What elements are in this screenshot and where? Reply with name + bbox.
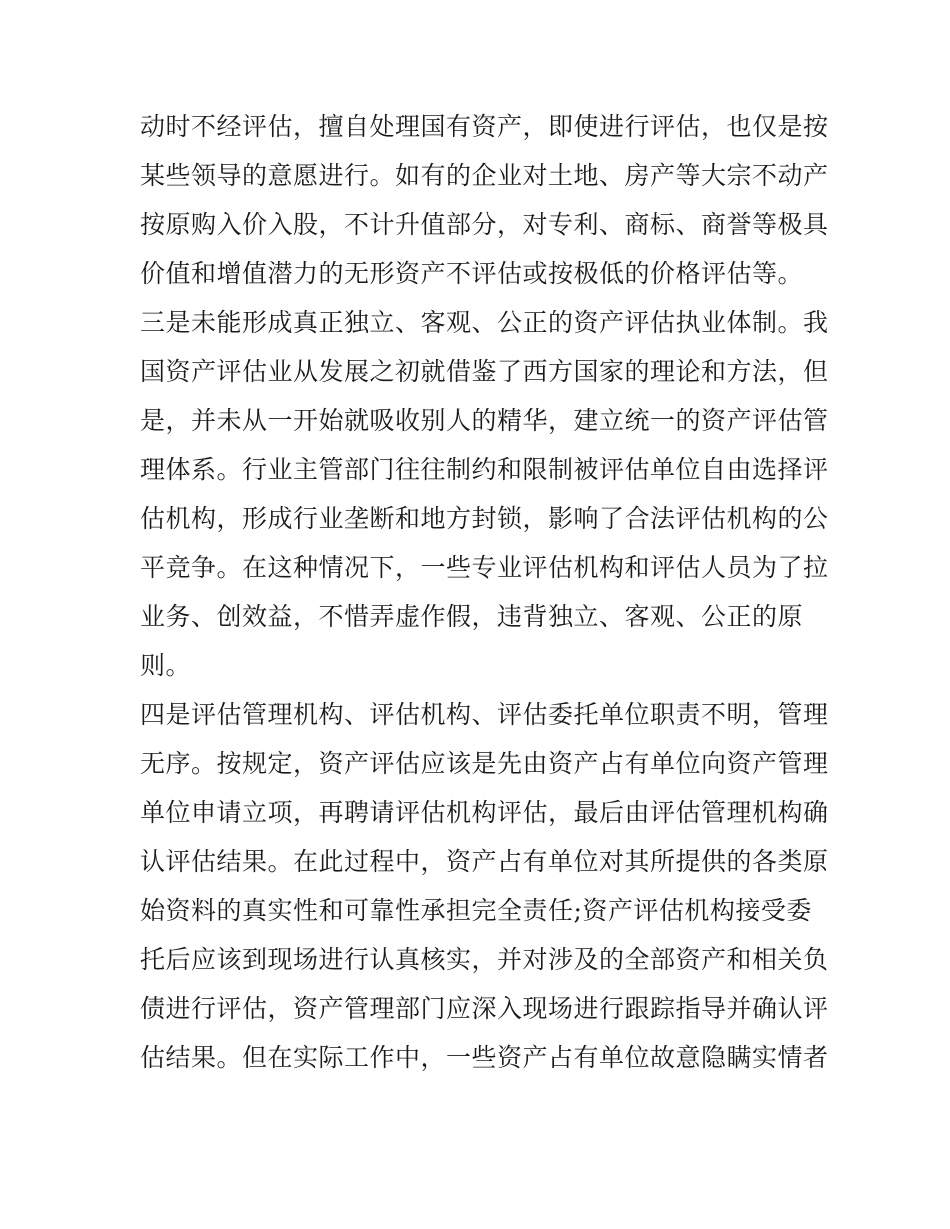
text-line: 托后应该到现场进行认真核实，并对涉及的全部资产和相关负 bbox=[140, 945, 829, 974]
text-line: 则。 bbox=[140, 651, 192, 680]
text-line: 按原购入价入股，不计升值部分，对专利、商标、商誉等极具 bbox=[140, 210, 829, 239]
text-line: 是，并未从一开始就吸收别人的精华，建立统一的资产评估管 bbox=[140, 406, 829, 435]
text-line: 某些领导的意愿进行。如有的企业对土地、房产等大宗不动产 bbox=[140, 161, 829, 190]
text-line: 国资产评估业从发展之初就借鉴了西方国家的理论和方法，但 bbox=[140, 357, 829, 386]
text-line: 价值和增值潜力的无形资产不评估或按极低的价格评估等。 bbox=[140, 259, 804, 288]
text-line: 估机构，形成行业垄断和地方封锁，影响了合法评估机构的公 bbox=[140, 504, 829, 533]
paragraph-start-line: 四是评估管理机构、评估机构、评估委托单位职责不明，管理 bbox=[140, 700, 829, 729]
text-line: 单位申请立项，再聘请评估机构评估，最后由评估管理机构确 bbox=[140, 798, 829, 827]
text-line: 债进行评估，资产管理部门应深入现场进行跟踪指导并确认评 bbox=[140, 994, 829, 1023]
text-line: 无序。按规定，资产评估应该是先由资产占有单位向资产管理 bbox=[140, 749, 829, 778]
text-line: 认评估结果。在此过程中，资产占有单位对其所提供的各类原 bbox=[140, 847, 829, 876]
text-line: 理体系。行业主管部门往往制约和限制被评估单位自由选择评 bbox=[140, 455, 829, 484]
text-line: 始资料的真实性和可靠性承担完全责任;资产评估机构接受委 bbox=[140, 896, 812, 925]
paragraph-start-line: 三是未能形成真正独立、客观、公正的资产评估执业体制。我 bbox=[140, 308, 829, 337]
text-line: 估结果。但在实际工作中，一些资产占有单位故意隐瞒实情者 bbox=[140, 1043, 829, 1072]
text-line: 业务、创效益，不惜弄虚作假，违背独立、客观、公正的原 bbox=[140, 602, 804, 631]
text-line: 平竞争。在这种情况下，一些专业评估机构和评估人员为了拉 bbox=[140, 553, 829, 582]
text-line: 动时不经评估，擅自处理国有资产，即使进行评估，也仅是按 bbox=[140, 112, 829, 141]
